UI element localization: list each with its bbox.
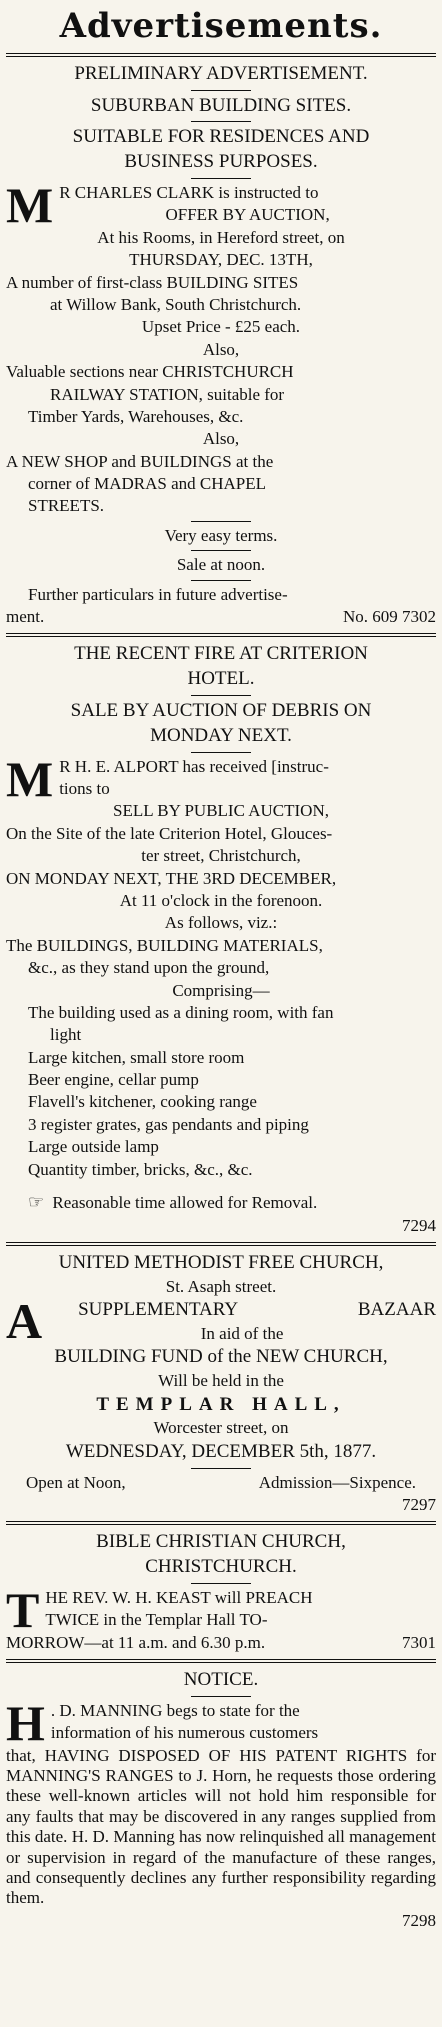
ad-line: In aid of the (200, 1323, 284, 1343)
divider (191, 1583, 251, 1584)
ad-body-text: that, HAVING DISPOSED OF HIS PATENT RIGHTS for MANNING'S RANGES to J. Horn, he requests those ordering these well-known articles will not hold him responsible for any faults that may be discovered in any ranges supplied from this date. H. D. Manning has now relinquished all management or supervision in regard of the manufacture of these ranges, and consequently declines any further responsibility regarding them. (6, 1745, 436, 1908)
ad-title: BIBLE CHRISTIAN CHURCH, (96, 1531, 346, 1553)
list-item: Quantity timber, bricks, &c., &c. (28, 1159, 253, 1179)
ad-body (6, 1694, 436, 1931)
advertisement-building-sites (6, 63, 436, 628)
ad-line: R H. E. ALPORT has received [instruc- (59, 756, 329, 776)
advertisement-notice (6, 1669, 436, 1931)
divider (191, 90, 251, 91)
ad-title: THE RECENT FIRE AT CRITERION (74, 643, 368, 665)
ad-line: corner of MADRAS and CHAPEL (28, 474, 266, 494)
ad-line: A number of first-class BUILDING SITES (6, 272, 299, 292)
ad-line: at Willow Bank, South Christchurch. (50, 294, 302, 314)
divider (191, 550, 251, 551)
ad-subheading: BUSINESS PURPOSES. (124, 151, 318, 173)
ad-subheading: SUITABLE FOR RESIDENCES AND (72, 126, 370, 148)
ad-line: SUPPLEMENTARY (78, 1299, 239, 1321)
ad-body (6, 1293, 436, 1463)
ad-heading: SUBURBAN BUILDING SITES. (90, 94, 352, 116)
divider (6, 1659, 436, 1663)
ad-title: HOTEL. (187, 668, 255, 690)
ad-line: TWICE in the Templar Hall TO- (45, 1610, 268, 1630)
list-item: 3 register grates, gas pendants and piping (28, 1114, 309, 1134)
ad-line: R CHARLES CLARK is instructed to (59, 182, 319, 202)
ad-line: Will be held in the (158, 1371, 284, 1391)
ad-line: Valuable sections near CHRISTCHURCH (6, 362, 294, 382)
ad-line: Also, (202, 429, 240, 449)
ad-body (6, 750, 436, 1180)
ad-title: PRELIMINARY ADVERTISEMENT. (74, 62, 368, 84)
divider (191, 121, 251, 122)
ad-number: No. 609 7302 (342, 607, 436, 627)
ad-number: 7297 (402, 1494, 436, 1514)
divider (191, 1468, 251, 1469)
divider (191, 695, 251, 696)
ad-line: Open at Noon, (26, 1472, 126, 1492)
ad-note: Reasonable time allowed for Removal. (52, 1193, 318, 1213)
ad-line: &c., as they stand upon the ground, (28, 958, 270, 978)
ad-street: St. Asaph street. (165, 1276, 277, 1296)
ad-venue: TEMPLAR HALL, (96, 1393, 346, 1415)
list-item: Flavell's kitchener, cooking range (28, 1092, 257, 1112)
ad-line: BAZAAR (357, 1299, 436, 1321)
ad-number: 7298 (402, 1910, 436, 1930)
ad-line: BUILDING FUND of the NEW CHURCH, (54, 1346, 388, 1368)
drop-cap: M (6, 176, 54, 233)
ad-line: MORROW—at 11 a.m. and 6.30 p.m. (6, 1632, 266, 1652)
ad-terms: Very easy terms. (164, 525, 278, 545)
divider (6, 1521, 436, 1525)
ad-line: SELL BY PUBLIC AUCTION, (113, 801, 329, 821)
list-item: Large outside lamp (28, 1137, 159, 1157)
ad-line: Further particulars in future advertise- (28, 584, 288, 604)
ad-line: ter street, Christchurch, (141, 846, 301, 866)
ad-line: OFFER BY AUCTION, (165, 205, 330, 225)
advertisement-bible-christian (6, 1531, 436, 1653)
list-item: Beer engine, cellar pump (28, 1070, 199, 1090)
ad-body (6, 176, 436, 517)
list-item: The building used as a dining room, with fan (28, 1002, 334, 1022)
ad-number: 7294 (402, 1215, 436, 1235)
ad-heading: MONDAY NEXT. (150, 724, 292, 746)
ad-line: Upset Price - £25 each. (141, 317, 301, 337)
ad-line: ON MONDAY NEXT, THE 3RD DECEMBER, (6, 868, 337, 888)
ad-title: UNITED METHODIST FREE CHURCH, (58, 1252, 384, 1273)
list-item: Large kitchen, small store room (28, 1047, 245, 1067)
divider (191, 1696, 251, 1697)
ad-line: . D. MANNING begs to state for the (50, 1700, 300, 1720)
list-item: light (50, 1025, 82, 1045)
ad-line: Timber Yards, Warehouses, &c. (28, 406, 244, 426)
advertisement-criterion-fire (6, 643, 436, 1236)
ad-title: CHRISTCHURCH. (145, 1556, 297, 1578)
ad-sale-time: Sale at noon. (176, 555, 266, 575)
ad-date: WEDNESDAY, DECEMBER 5th, 1877. (65, 1440, 377, 1462)
drop-cap: M (6, 750, 54, 807)
ad-body (6, 1581, 436, 1653)
ad-line: HE REV. W. H. KEAST will PREACH (45, 1587, 313, 1607)
ad-line: Worcester street, on (153, 1418, 289, 1438)
ad-line: Comprising— (172, 980, 270, 1000)
ad-line: The BUILDINGS, BUILDING MATERIALS, (6, 935, 323, 955)
ad-line: At his Rooms, in Hereford street, on (97, 227, 345, 247)
ad-number: 7301 (402, 1632, 436, 1652)
ad-line: information of his numerous customers (50, 1723, 319, 1743)
ad-line: A NEW SHOP and BUILDINGS at the (6, 451, 274, 471)
newspaper-page (6, 0, 436, 1931)
ad-line: RAILWAY STATION, suitable for (50, 384, 285, 404)
ad-line: On the Site of the late Criterion Hotel, Glouces- (6, 823, 333, 843)
divider (191, 752, 251, 753)
ad-line: At 11 o'clock in the forenoon. (119, 890, 323, 910)
ad-line: As follows, viz.: (164, 913, 278, 933)
ad-heading: SALE BY AUCTION OF DEBRIS ON (70, 700, 372, 721)
divider (191, 580, 251, 581)
ad-line: tions to (59, 778, 110, 798)
masthead-title: Advertisements. (59, 6, 383, 46)
divider (191, 178, 251, 179)
drop-cap: T (6, 1581, 40, 1638)
divider (6, 53, 436, 57)
divider (6, 1242, 436, 1246)
divider (191, 521, 251, 522)
drop-cap: A (6, 1293, 43, 1350)
ad-line: ment. (6, 607, 45, 627)
ad-line: THURSDAY, DEC. 13TH, (129, 250, 313, 270)
divider (6, 633, 436, 637)
ad-line: STREETS. (28, 496, 105, 516)
ad-title: NOTICE. (183, 1669, 259, 1691)
advertisement-methodist-bazaar (6, 1252, 436, 1515)
ad-line: Also, (202, 339, 240, 359)
pointing-hand-icon: ☞ (28, 1192, 45, 1213)
drop-cap: H (6, 1694, 45, 1751)
ad-line: Admission—Sixpence. (258, 1472, 416, 1492)
